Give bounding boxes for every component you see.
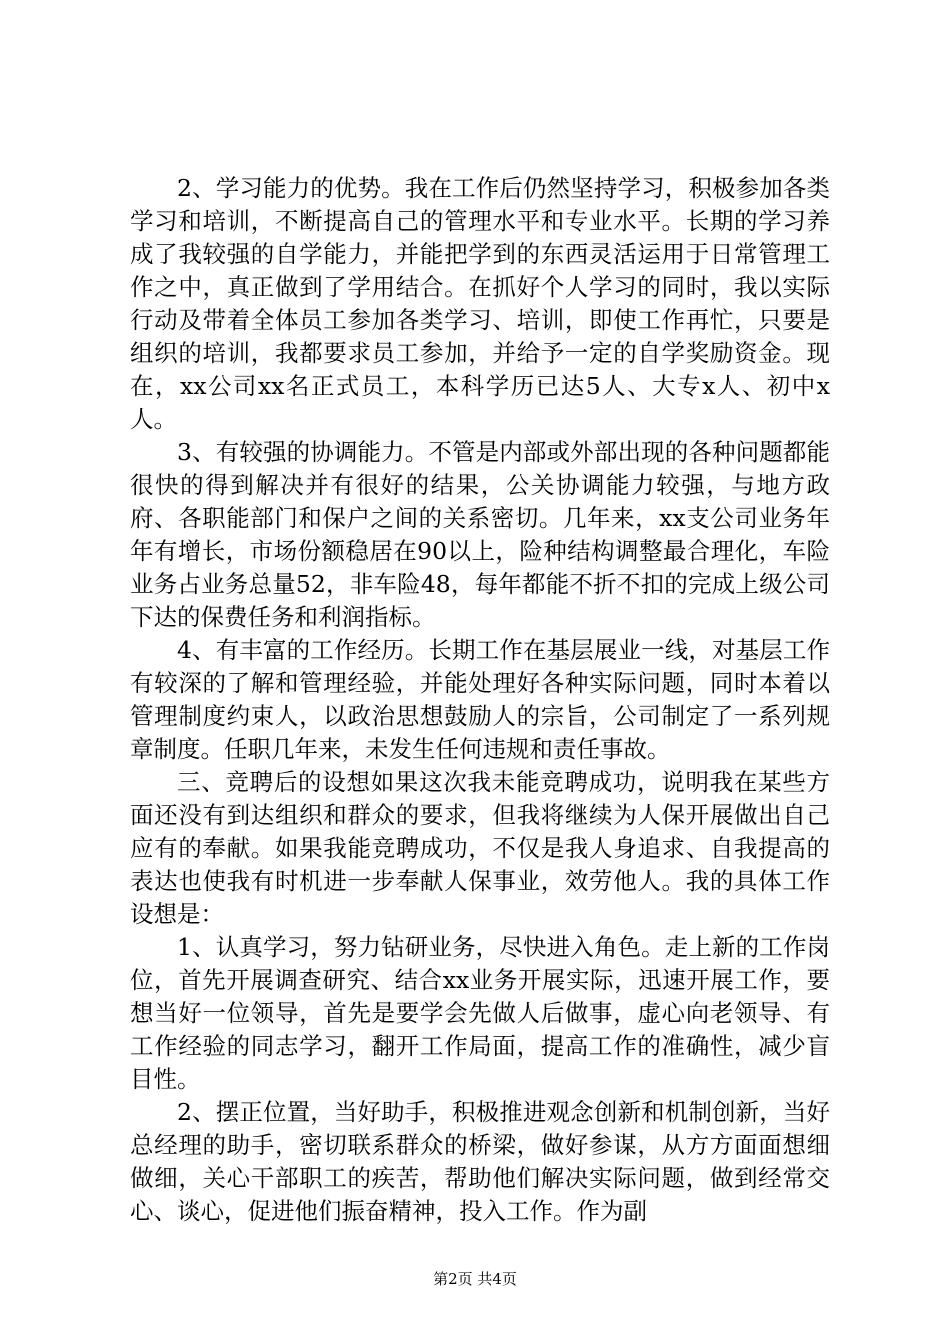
paragraph-coordination-ability: 3、有较强的协调能力。不管是内部或外部出现的各种问题都能很快的得到解决并有很好的结果，公关协调能力较强，与地方政府、各职能部门和保户之间的关系密切。几年来，xx支公司业务年年有增长，市场份额稳居在90以上，险种结构调整最合理化，车险业务占业务总量52，非车险48，每年都能不折不扣的完成上级公司下达的保费任务和利润指标。 — [130, 438, 830, 631]
document-body — [130, 172, 830, 1228]
paragraph-learning-ability: 2、学习能力的优势。我在工作后仍然坚持学习，积极参加各类学习和培训，不断提高自己的管理水平和专业水平。长期的学习养成了我较强的自学能力，并能把学到的东西灵活运用于日常管理工作之中，真正做到了学用结合。在抓好个人学习的同时，我以实际行动及带着全体员工参加各类学习、培训，即使工作再忙，只要是组织的培训，我都要求员工参加，并给予一定的自学奖励资金。现在，xx公司xx名正式员工，本科学历已达5人、大专x人、初中x人。 — [130, 174, 830, 433]
paragraph-work-experience: 4、有丰富的工作经历。长期工作在基层展业一线，对基层工作有较深的了解和管理经验，并能处理好各种实际问题，同时本着以管理制度约束人，以政治思想鼓励人的宗旨，公司制定了一系列规章制度。任职几年来，未发生任何违规和责任事故。 — [130, 636, 830, 763]
paragraph-plan-item-2: 2、摆正位置，当好助手，积极推进观念创新和机制创新，当好总经理的助手，密切联系群众的桥梁，做好参谋，从方方面面想细做细，关心干部职工的疾苦，帮助他们解决实际问题，做到经常交心、谈心，促进他们振奋精神，投入工作。作为副 — [130, 1098, 830, 1225]
paragraph-plan-item-1: 1、认真学习，努力钻研业务，尽快进入角色。走上新的工作岗位，首先开展调查研究、结合xx业务开展实际，迅速开展工作，要想当好一位领导，首先是要学会先做人后做事，虚心向老领导、有工作经验的同志学习，翻开工作局面，提高工作的准确性，减少盲目性。 — [130, 933, 830, 1093]
paragraph-post-appointment-plan: 三、竞聘后的设想如果这次我未能竞聘成功，说明我在某些方面还没有到达组织和群众的要求，但我将继续为人保开展做出自己应有的奉献。如果我能竞聘成功，不仅是我人身追求、自我提高的表达也使我有时机进一步奉献人保事业，效劳他人。我的具体工作设想是： — [130, 768, 830, 928]
page-footer: 第2页 共4页 — [433, 1270, 517, 1288]
